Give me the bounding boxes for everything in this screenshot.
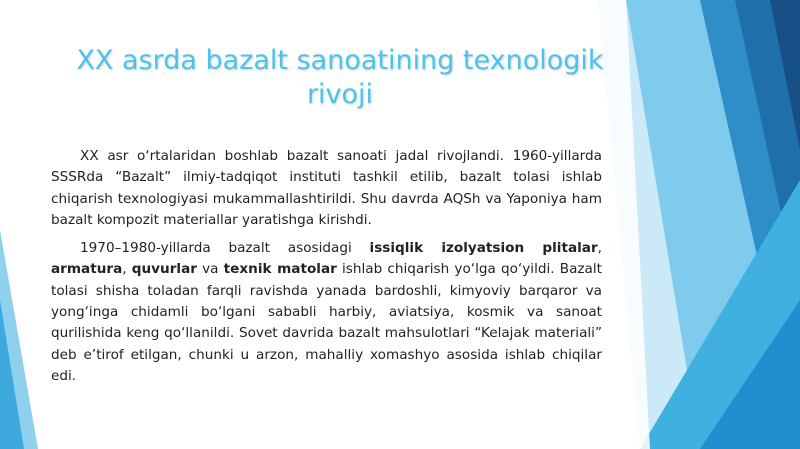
term-pipes: quvurlar xyxy=(131,261,197,278)
paragraph-1: XX asr o‘rtalaridan boshlab bazalt sanoati jadal rivojlandi. 1960-yillarda SSSRda “Bazalt” ilmiy-tadqiqot instituti tashkil etilib, bazalt tolasi ishlab chiqarish texnologiyasi mukammallashtirildi. Shu davrda AQSh va Yaponiya ham bazalt kompozit materiallar yaratishga kirishdi. xyxy=(51,148,602,228)
slide-body xyxy=(51,146,602,394)
paragraph-2-intro: 1970–1980-yillarda bazalt asosidagi xyxy=(80,240,370,257)
separator: , xyxy=(122,261,132,278)
separator: , xyxy=(597,240,602,257)
term-technical-fabrics: texnik matolar xyxy=(223,261,337,278)
paragraph-2 xyxy=(51,238,602,387)
term-rebar: armatura xyxy=(51,261,123,278)
term-insulation-plates: issiqlik izolyatsion plitalar xyxy=(369,240,598,257)
separator: va xyxy=(196,261,224,278)
slide-title: XX asrda bazalt sanoatining texnologik rivoji xyxy=(76,45,604,110)
paragraph-2-rest: ishlab chiqarish yo‘lga qo‘yildi. Bazalt tolasi shisha toladan farqli ravishda yanada bardoshli, kimyoviy barqaror va yong‘inga chidamli bo‘lgani sababli harbiy, aviatsiya, kosmik va sanoat qurilishida keng qo‘llanildi. Sovet davrida bazalt mahsulotlari “Kelajak materiali” deb e’tirof etilgan, chunki u arzon, mahalliy xomashyo asosida ishlab chiqilar edi. xyxy=(51,261,602,384)
